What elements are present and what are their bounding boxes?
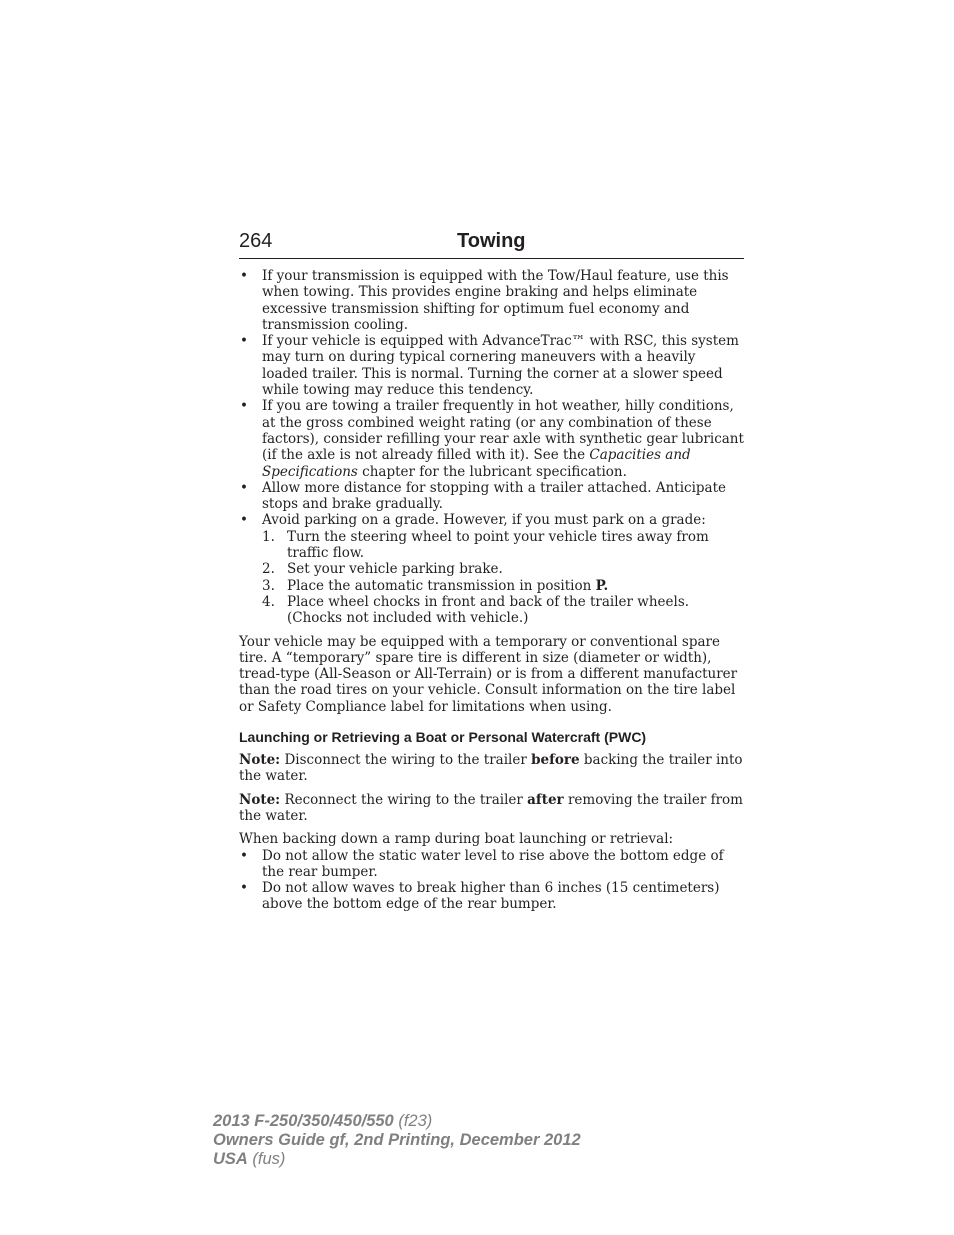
list-item — [239, 268, 744, 333]
list-item-text: If you are towing a trailer frequently in hot weather, hilly conditions, at the gross combined weight rating (or any combination of these factors), consider refilling your rear axle with synthetic gear lubricant (if the axle is not already filled with it). See the — [262, 398, 744, 464]
towing-tips-list — [239, 268, 744, 627]
footer-model-line: 2013 F-250/350/450/550 (f23) — [213, 1112, 433, 1130]
bullet-icon: • — [240, 847, 248, 864]
section-heading: Launching or Retrieving a Boat or Personal Watercraft (PWC) — [239, 729, 647, 746]
step-number: 3. — [262, 577, 275, 594]
step-number: 4. — [262, 593, 275, 610]
chapter-title: Towing — [457, 230, 526, 252]
list-item-text: Avoid parking on a grade. However, if you must park on a grade: — [262, 512, 706, 529]
list-item-text: If your transmission is equipped with the Tow/Haul feature, use this when towing. This provides engine braking and helps eliminate excessive transmission shifting for optimum fuel economy and transmission cooling. — [262, 268, 729, 333]
note-emphasis: after — [527, 791, 564, 808]
chapter-reference: Capacities and Specifications — [262, 447, 691, 480]
spare-tire-paragraph: Your vehicle may be equipped with a temporary or conventional spare tire. A “temporary” spare tire is different in size (diameter or width), tread-type (All-Season or All-Terrain) or is from a different manufacturer than the road tires on your vehicle. Consult information on the tire label or Safety Compliance label for limitations when using. — [239, 633, 738, 715]
boat-launch-list — [239, 848, 744, 913]
note-label: Note: — [239, 752, 281, 769]
note-reconnect: Note: Reconnect the wiring to the trailer after removing the trailer from the water. — [239, 791, 743, 824]
bullet-icon: • — [240, 333, 248, 350]
list-item — [239, 880, 744, 913]
step-number: 2. — [262, 561, 275, 578]
list-item — [239, 398, 744, 479]
grade-parking-steps — [262, 529, 744, 627]
note-label: Note: — [239, 791, 281, 808]
list-item — [239, 480, 744, 513]
bullet-icon: • — [240, 512, 248, 529]
step-item — [262, 594, 744, 627]
page-content — [239, 268, 744, 913]
ramp-intro: When backing down a ramp during boat launching or retrieval: — [239, 831, 674, 848]
list-item — [239, 512, 744, 626]
step-text: Place wheel chocks in front and back of the trailer wheels. (Chocks not included with vehicle.) — [287, 593, 690, 627]
list-item — [239, 333, 744, 398]
note-disconnect: Note: Disconnect the wiring to the trailer before backing the trailer into the water. — [239, 752, 743, 785]
step-text: Turn the steering wheel to point your vehicle tires away from traffic flow. — [287, 528, 709, 562]
list-item-text: If your vehicle is equipped with AdvanceTrac™ with RSC, this system may turn on during typical cornering maneuvers with a heavily loaded trailer. This is normal. Turning the corner at a slower speed while towing may reduce this tendency. — [262, 333, 739, 399]
list-item-text: Do not allow waves to break higher than 6 inches (15 centimeters) above the bottom edge of the rear bumper. — [262, 880, 720, 913]
note-emphasis: before — [531, 752, 580, 769]
page-header — [239, 228, 744, 259]
park-position: P. — [595, 577, 609, 594]
step-item — [262, 578, 744, 594]
bullet-icon: • — [240, 880, 248, 897]
footer-market-line: USA (fus) — [213, 1150, 286, 1168]
step-number: 1. — [262, 528, 275, 545]
list-item-text: chapter for the lubricant specification. — [357, 463, 627, 480]
footer-guide-line: Owners Guide gf, 2nd Printing, December 2012 — [213, 1131, 581, 1149]
bullet-icon: • — [240, 398, 248, 415]
bullet-icon: • — [240, 268, 248, 284]
list-item — [239, 848, 744, 881]
list-item-text: Do not allow the static water level to rise above the bottom edge of the rear bumper. — [262, 847, 724, 880]
step-text: Set your vehicle parking brake. — [287, 561, 503, 578]
page-number: 264 — [239, 230, 273, 252]
step-text: Place the automatic transmission in position — [287, 577, 596, 594]
bullet-icon: • — [240, 479, 248, 496]
step-item — [262, 529, 744, 562]
page-footer — [213, 1112, 813, 1169]
step-item — [262, 561, 744, 577]
list-item-text: Allow more distance for stopping with a trailer attached. Anticipate stops and brake gradually. — [262, 479, 727, 513]
